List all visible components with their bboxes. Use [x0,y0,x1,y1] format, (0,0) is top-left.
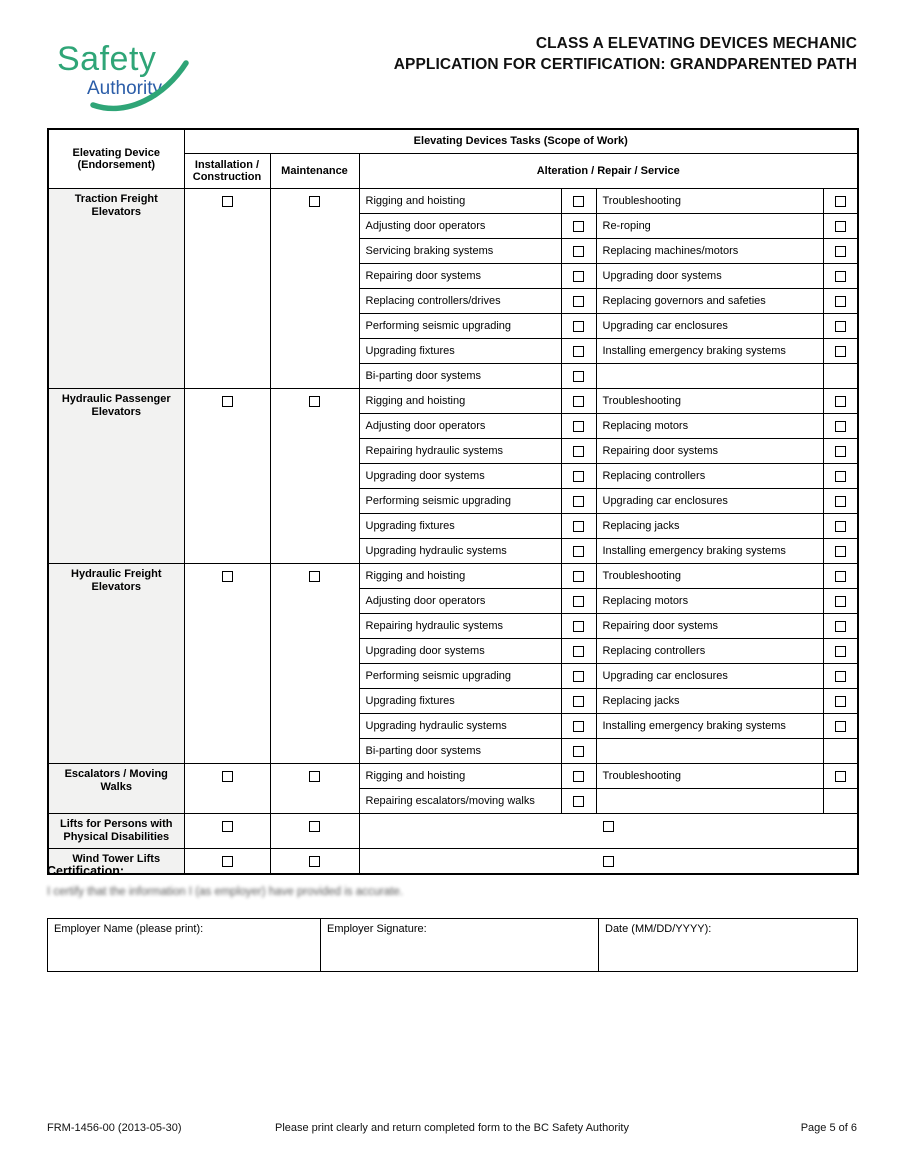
task-checkbox-cell [561,788,596,813]
tasks-column-header: Elevating Devices Tasks (Scope of Work) [184,129,858,153]
task-checkbox-cell [823,463,858,488]
task-checkbox-cell [561,238,596,263]
checkbox-hydraulic-freight-elevators-installation[interactable] [222,571,233,582]
task-checkbox-cell [561,588,596,613]
maintenance-column-header: Maintenance [270,153,359,188]
task-checkbox-cell [823,188,858,213]
task-label-cell: Installing emergency braking systems [596,338,823,363]
footer-page-number: Page 5 of 6 [800,1122,857,1134]
task-checkbox-cell [823,413,858,438]
task-label-cell: Bi-parting door systems [359,738,561,763]
task-checkbox-cell [561,213,596,238]
scope-of-work-table-wrap [47,128,859,875]
checkbox-escalators-moving-walks-installation[interactable] [222,771,233,782]
installation-column-header: Installation / Construction [184,153,270,188]
task-label-cell: Troubleshooting [596,763,823,788]
task-label-cell: Upgrading fixtures [359,688,561,713]
checkbox-hydraulic-passenger-elevators-upgrading-fixtures[interactable] [573,521,584,532]
checkbox-hydraulic-passenger-elevators-repairing-door-systems[interactable] [835,446,846,457]
task-label-cell: Servicing braking systems [359,238,561,263]
checkbox-traction-freight-elevators-maintenance[interactable] [309,196,320,207]
checkbox-hydraulic-freight-elevators-maintenance[interactable] [309,571,320,582]
task-checkbox-cell [561,688,596,713]
checkbox-traction-freight-elevators-replacing-controllers-drives[interactable] [573,296,584,307]
task-checkbox-cell [561,513,596,538]
task-label-cell: Upgrading door systems [596,263,823,288]
task-checkbox-cell [823,288,858,313]
page-title-line1: CLASS A ELEVATING DEVICES MECHANIC [535,35,857,52]
checkbox-hydraulic-passenger-elevators-replacing-motors[interactable] [835,421,846,432]
checkbox-hydraulic-passenger-elevators-replacing-jacks[interactable] [835,521,846,532]
task-checkbox-cell [823,738,858,763]
date-label: Date (MM/DD/YYYY): [605,923,712,935]
task-checkbox-cell [561,188,596,213]
checkbox-traction-freight-elevators-troubleshooting[interactable] [835,196,846,207]
checkbox-hydraulic-freight-elevators-upgrading-door-systems[interactable] [573,646,584,657]
checkbox-hydraulic-passenger-elevators-rigging-and-hoisting[interactable] [573,396,584,407]
checkbox-escalators-moving-walks-troubleshooting[interactable] [835,771,846,782]
checkbox-traction-freight-elevators-performing-seismic-upgrading[interactable] [573,321,584,332]
task-checkbox-cell [823,713,858,738]
checkbox-hydraulic-freight-elevators-bi-parting-door-systems[interactable] [573,746,584,757]
installation-cell [184,763,270,813]
task-label-cell: Upgrading car enclosures [596,313,823,338]
task-label-cell: Replacing jacks [596,513,823,538]
task-label-cell: Upgrading hydraulic systems [359,713,561,738]
task-label-cell: Rigging and hoisting [359,188,561,213]
installation-cell [184,188,270,388]
maintenance-cell [270,563,359,763]
device-cell-traction-freight-elevators: Traction Freight Elevators [48,188,184,388]
checkbox-hydraulic-freight-elevators-repairing-hydraulic-systems[interactable] [573,621,584,632]
task-checkbox-cell [823,638,858,663]
checkbox-hydraulic-passenger-elevators-upgrading-door-systems[interactable] [573,471,584,482]
task-label-cell: Bi-parting door systems [359,363,561,388]
checkbox-hydraulic-freight-elevators-upgrading-fixtures[interactable] [573,696,584,707]
task-checkbox-cell [561,538,596,563]
checkbox-lifts-for-persons-with-physical-disabilities-alteration[interactable] [603,821,614,832]
task-checkbox-cell [823,213,858,238]
checkbox-hydraulic-passenger-elevators-performing-seismic-upgrading[interactable] [573,496,584,507]
installation-cell [184,563,270,763]
task-checkbox-cell [823,438,858,463]
task-label-cell: Replacing motors [596,588,823,613]
task-label-cell: Installing emergency braking systems [596,538,823,563]
task-label-cell: Replacing controllers [596,638,823,663]
task-checkbox-cell [561,263,596,288]
task-label-cell: Adjusting door operators [359,213,561,238]
task-label-cell: Rigging and hoisting [359,763,561,788]
task-label-cell: Troubleshooting [596,188,823,213]
checkbox-traction-freight-elevators-repairing-door-systems[interactable] [573,271,584,282]
checkbox-hydraulic-passenger-elevators-installing-emergency-braking-systems[interactable] [835,546,846,557]
task-label-cell: Replacing machines/motors [596,238,823,263]
employer-table-wrap [47,918,858,972]
checkbox-traction-freight-elevators-upgrading-fixtures[interactable] [573,346,584,357]
employer-signature-field[interactable] [321,919,599,972]
task-label-cell: Re-roping [596,213,823,238]
certification-section [47,864,857,898]
alteration-merged-cell [359,813,858,848]
device-cell-lifts-for-persons-with-physical-disabilities: Lifts for Persons with Physical Disabilities [48,813,184,848]
device-row [48,813,858,848]
checkbox-hydraulic-passenger-elevators-repairing-hydraulic-systems[interactable] [573,446,584,457]
page-title [394,34,857,75]
task-label-cell: Upgrading fixtures [359,513,561,538]
task-checkbox-cell [823,263,858,288]
task-label-cell: Upgrading hydraulic systems [359,538,561,563]
task-checkbox-cell [823,613,858,638]
checkbox-traction-freight-elevators-bi-parting-door-systems[interactable] [573,371,584,382]
task-checkbox-cell [823,663,858,688]
checkbox-traction-freight-elevators-re-roping[interactable] [835,221,846,232]
task-checkbox-cell [823,488,858,513]
checkbox-hydraulic-freight-elevators-upgrading-hydraulic-systems[interactable] [573,721,584,732]
installation-cell [184,388,270,563]
checkbox-hydraulic-freight-elevators-replacing-motors[interactable] [835,596,846,607]
device-cell-wind-tower-lifts: Wind Tower Lifts [48,848,184,874]
checkbox-hydraulic-freight-elevators-adjusting-door-operators[interactable] [573,596,584,607]
task-label-cell: Troubleshooting [596,388,823,413]
task-label-cell: Repairing hydraulic systems [359,613,561,638]
task-checkbox-cell [823,563,858,588]
task-label-cell: Rigging and hoisting [359,563,561,588]
task-label-cell: Performing seismic upgrading [359,313,561,338]
safety-authority-logo-icon [55,33,200,117]
task-label-cell: Performing seismic upgrading [359,488,561,513]
alteration-column-header: Alteration / Repair / Service [359,153,858,188]
task-label-cell: Repairing door systems [596,438,823,463]
maintenance-cell [270,763,359,813]
task-row [48,763,858,788]
task-row [48,188,858,213]
task-label-cell: Repairing door systems [359,263,561,288]
task-label-cell: Rigging and hoisting [359,388,561,413]
task-checkbox-cell [561,413,596,438]
checkbox-traction-freight-elevators-installation[interactable] [222,196,233,207]
task-label-cell: Adjusting door operators [359,588,561,613]
task-checkbox-cell [561,438,596,463]
task-checkbox-cell [561,488,596,513]
checkbox-hydraulic-freight-elevators-installing-emergency-braking-systems[interactable] [835,721,846,732]
task-checkbox-cell [823,313,858,338]
checkbox-hydraulic-passenger-elevators-maintenance[interactable] [309,396,320,407]
task-label-cell: Repairing hydraulic systems [359,438,561,463]
checkbox-escalators-moving-walks-rigging-and-hoisting[interactable] [573,771,584,782]
task-checkbox-cell [823,588,858,613]
checkbox-hydraulic-freight-elevators-troubleshooting[interactable] [835,571,846,582]
checkbox-hydraulic-passenger-elevators-adjusting-door-operators[interactable] [573,421,584,432]
employer-name-label: Employer Name (please print): [54,923,204,935]
safety-authority-logo [55,33,200,117]
task-label-cell: Repairing escalators/moving walks [359,788,561,813]
task-checkbox-cell [823,513,858,538]
employer-signature-label: Employer Signature: [327,923,427,935]
checkbox-hydraulic-freight-elevators-replacing-controllers[interactable] [835,646,846,657]
checkbox-traction-freight-elevators-rigging-and-hoisting[interactable] [573,196,584,207]
checkbox-lifts-for-persons-with-physical-disabilities-installation[interactable] [222,821,233,832]
task-label-cell: Upgrading door systems [359,463,561,488]
task-checkbox-cell [561,663,596,688]
checkbox-escalators-moving-walks-repairing-escalators-moving-walks[interactable] [573,796,584,807]
checkbox-hydraulic-freight-elevators-upgrading-car-enclosures[interactable] [835,671,846,682]
task-label-cell: Upgrading car enclosures [596,488,823,513]
task-checkbox-cell [823,788,858,813]
installation-cell [184,813,270,848]
page-footer [47,1122,857,1134]
page-title-line2: APPLICATION FOR CERTIFICATION: GRANDPARENTED PATH [393,55,857,73]
task-checkbox-cell [561,463,596,488]
task-label-cell: Replacing jacks [596,688,823,713]
task-checkbox-cell [561,288,596,313]
checkbox-hydraulic-passenger-elevators-upgrading-hydraulic-systems[interactable] [573,546,584,557]
checkbox-hydraulic-freight-elevators-repairing-door-systems[interactable] [835,621,846,632]
task-checkbox-cell [561,338,596,363]
task-checkbox-cell [561,313,596,338]
task-checkbox-cell [561,763,596,788]
task-label-cell: Performing seismic upgrading [359,663,561,688]
task-label-cell: Upgrading fixtures [359,338,561,363]
maintenance-cell [270,188,359,388]
checkbox-traction-freight-elevators-upgrading-door-systems[interactable] [835,271,846,282]
device-cell-escalators-moving-walks: Escalators / Moving Walks [48,763,184,813]
task-checkbox-cell [823,688,858,713]
task-checkbox-cell [561,713,596,738]
task-checkbox-cell [823,538,858,563]
task-label-cell: Replacing motors [596,413,823,438]
task-checkbox-cell [561,363,596,388]
date-field[interactable] [599,919,858,972]
task-label-cell [596,738,823,763]
maintenance-cell [270,388,359,563]
checkbox-hydraulic-freight-elevators-replacing-jacks[interactable] [835,696,846,707]
checkbox-traction-freight-elevators-replacing-machines-motors[interactable] [835,246,846,257]
task-label-cell: Adjusting door operators [359,413,561,438]
task-label-cell: Repairing door systems [596,613,823,638]
footer-instruction: Please print clearly and return completed form to the BC Safety Authority [274,1122,629,1134]
task-checkbox-cell [823,238,858,263]
task-checkbox-cell [823,388,858,413]
employer-name-field[interactable] [48,919,321,972]
svg-text:Safety: Safety [57,40,157,78]
maintenance-cell [270,813,359,848]
task-row [48,563,858,588]
task-checkbox-cell [823,338,858,363]
checkbox-hydraulic-freight-elevators-rigging-and-hoisting[interactable] [573,571,584,582]
task-row [48,388,858,413]
checkbox-hydraulic-freight-elevators-performing-seismic-upgrading[interactable] [573,671,584,682]
checkbox-hydraulic-passenger-elevators-replacing-controllers[interactable] [835,471,846,482]
checkbox-traction-freight-elevators-adjusting-door-operators[interactable] [573,221,584,232]
task-checkbox-cell [561,388,596,413]
checkbox-traction-freight-elevators-installing-emergency-braking-systems[interactable] [835,346,846,357]
device-cell-hydraulic-freight-elevators: Hydraulic Freight Elevators [48,563,184,763]
checkbox-escalators-moving-walks-maintenance[interactable] [309,771,320,782]
svg-text:Authority: Authority [87,78,162,99]
checkbox-hydraulic-passenger-elevators-troubleshooting[interactable] [835,396,846,407]
task-label-cell: Upgrading car enclosures [596,663,823,688]
task-label-cell: Upgrading door systems [359,638,561,663]
scope-of-work-table [47,128,859,875]
task-checkbox-cell [561,638,596,663]
checkbox-traction-freight-elevators-replacing-governors-and-safeties[interactable] [835,296,846,307]
task-checkbox-cell [561,738,596,763]
task-label-cell: Installing emergency braking systems [596,713,823,738]
task-label-cell: Replacing controllers [596,463,823,488]
device-cell-hydraulic-passenger-elevators: Hydraulic Passenger Elevators [48,388,184,563]
checkbox-hydraulic-passenger-elevators-installation[interactable] [222,396,233,407]
task-label-cell: Replacing controllers/drives [359,288,561,313]
task-label-cell: Replacing governors and safeties [596,288,823,313]
task-checkbox-cell [823,763,858,788]
checkbox-hydraulic-passenger-elevators-upgrading-car-enclosures[interactable] [835,496,846,507]
employer-table [47,918,858,972]
footer-form-number: FRM-1456-00 (2013-05-30) [47,1122,182,1134]
task-checkbox-cell [561,563,596,588]
task-label-cell [596,363,823,388]
task-checkbox-cell [823,363,858,388]
checkbox-traction-freight-elevators-upgrading-car-enclosures[interactable] [835,321,846,332]
checkbox-lifts-for-persons-with-physical-disabilities-maintenance[interactable] [309,821,320,832]
certification-statement-blurred: I certify that the information I (as employer) have provided is accurate. [47,886,404,898]
task-label-cell: Troubleshooting [596,563,823,588]
certification-heading: Certification: [47,864,125,878]
task-checkbox-cell [561,613,596,638]
task-label-cell [596,788,823,813]
device-column-header: Elevating Device (Endorsement) [48,129,184,188]
tasks-tbody [48,188,858,874]
checkbox-traction-freight-elevators-servicing-braking-systems[interactable] [573,246,584,257]
